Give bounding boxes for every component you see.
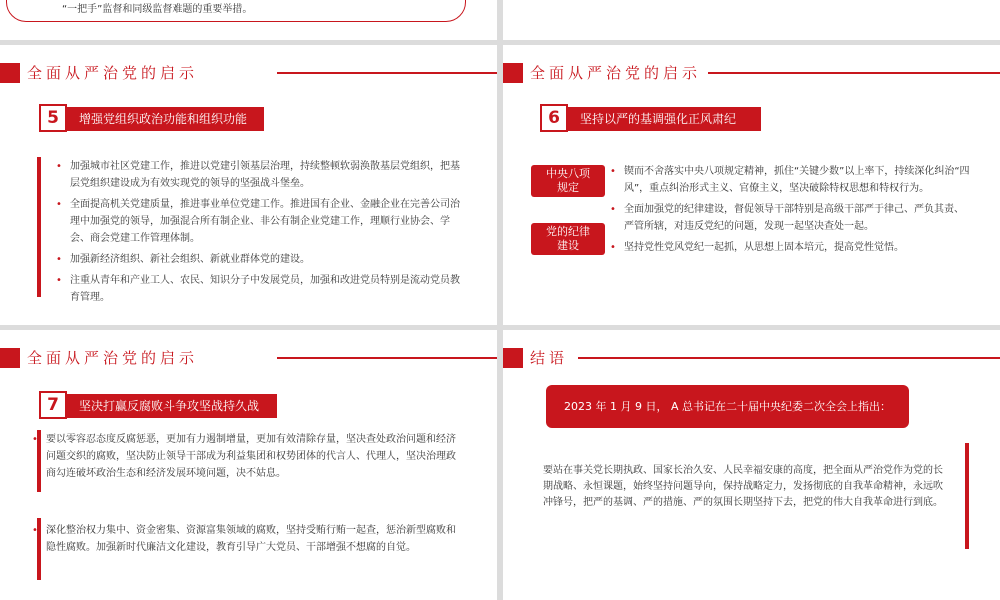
list-item: • 全面加强党的纪律建设，督促领导干部特别是高级干部严于律己、严负其责、严管所辖，对违反党纪的问题，发现一起坚决查处一起。	[608, 201, 973, 235]
section-title: 全面从严治党的启示	[530, 64, 702, 82]
panel-section-7	[0, 330, 497, 600]
top-right-panel	[503, 0, 1000, 40]
tag-discipline	[531, 223, 605, 255]
section-rule	[708, 72, 1000, 74]
item-title-banner: 增强党组织政治功能和组织功能	[59, 107, 264, 131]
panel-section-6	[503, 45, 1000, 325]
tag-line: 党的纪律	[546, 225, 590, 238]
panel-conclusion	[503, 330, 1000, 600]
list-item: • 坚持党性党风党纪一起抓，从思想上固本培元，提高党性觉悟。	[608, 239, 973, 256]
section-rule	[277, 357, 497, 359]
content-accent-bar	[37, 157, 41, 297]
section-marker	[503, 348, 523, 368]
bullet-list	[608, 163, 973, 260]
section-rule	[578, 357, 1000, 359]
item-title-banner: 坚持以严的基调强化正风肃纪	[560, 107, 761, 131]
tag-line: 建设	[557, 239, 579, 252]
bullet-list	[30, 522, 460, 560]
section-header	[0, 63, 497, 83]
list-item: • 要以零容忍态度反腐惩恶，更加有力遏制增量，更加有效清除存量，坚决查处政治问题和经济问题交织的腐败，坚决防止领导干部成为利益集团和权势团体的代言人、代理人，坚决治理政商勾连破坏政治生态和经济发展环境问题，决不姑息。	[30, 431, 460, 482]
tag-eight-rules	[531, 165, 605, 197]
section-title: 结语	[530, 349, 569, 367]
section-header	[0, 348, 497, 368]
item-number-badge: 5	[39, 104, 67, 132]
conclusion-accent-bar	[965, 443, 969, 549]
top-quote-text: “一把手”监督和同级监督难题的重要举措。	[62, 4, 253, 15]
section-marker	[503, 63, 523, 83]
quote-header-box: 2023 年 1 月 9 日， A 总书记在二十届中央纪委二次全会上指出：	[546, 385, 909, 428]
top-left-panel	[0, 0, 497, 40]
item-title-banner: 坚决打赢反腐败斗争攻坚战持久战	[59, 394, 277, 418]
panel-section-5	[0, 45, 497, 325]
list-item: • 全面提高机关党建质量，推进事业单位党建工作。推进国有企业、金融企业在完善公司治理中加强党的领导，加强混合所有制企业、非公有制企业党建工作，理顺行业协会、学会、商会党建工作管理体制。	[54, 196, 469, 247]
section-title: 全面从严治党的启示	[27, 64, 199, 82]
section-rule	[277, 72, 497, 74]
list-item: • 注重从青年和产业工人、农民、知识分子中发展党员，加强和改进党员特别是流动党员教育管理。	[54, 272, 469, 306]
section-title: 全面从严治党的启示	[27, 349, 199, 367]
section-marker	[0, 348, 20, 368]
bullet-list	[54, 158, 469, 310]
conclusion-text: 要站在事关党长期执政、国家长治久安、人民幸福安康的高度，把全面从严治党作为党的长期战略、永恒课题，始终坚持问题导向，保持战略定力，发扬彻底的自我革命精神，永远吹冲锋号，把严的基调、严的措施、严的氛围长期坚持下去，把党的伟大自我革命进行到底。	[543, 465, 943, 508]
top-quote-box	[6, 0, 466, 22]
list-item: • 加强城市社区党建工作，推进以党建引领基层治理，持续整顿软弱涣散基层党组织，把基层党组织建设成为有效实现党的领导的坚强战斗堡垒。	[54, 158, 469, 192]
item-number-badge: 7	[39, 391, 67, 419]
tag-line: 中央八项	[546, 167, 590, 180]
bullet-list	[30, 431, 460, 486]
section-marker	[0, 63, 20, 83]
section-header	[503, 63, 1000, 83]
list-item: • 锲而不舍落实中央八项规定精神，抓住“关键少数”以上率下，持续深化纠治“四风”，重点纠治形式主义、官僚主义，坚决破除特权思想和特权行为。	[608, 163, 973, 197]
tag-line: 规定	[557, 181, 579, 194]
section-header	[503, 348, 1000, 368]
list-item: • 加强新经济组织、新社会组织、新就业群体党的建设。	[54, 251, 469, 268]
list-item: • 深化整治权力集中、资金密集、资源富集领域的腐败，坚持受贿行贿一起查，惩治新型腐败和隐性腐败。加强新时代廉洁文化建设，教育引导广大党员、干部增强不想腐的自觉。	[30, 522, 460, 556]
item-number-badge: 6	[540, 104, 568, 132]
